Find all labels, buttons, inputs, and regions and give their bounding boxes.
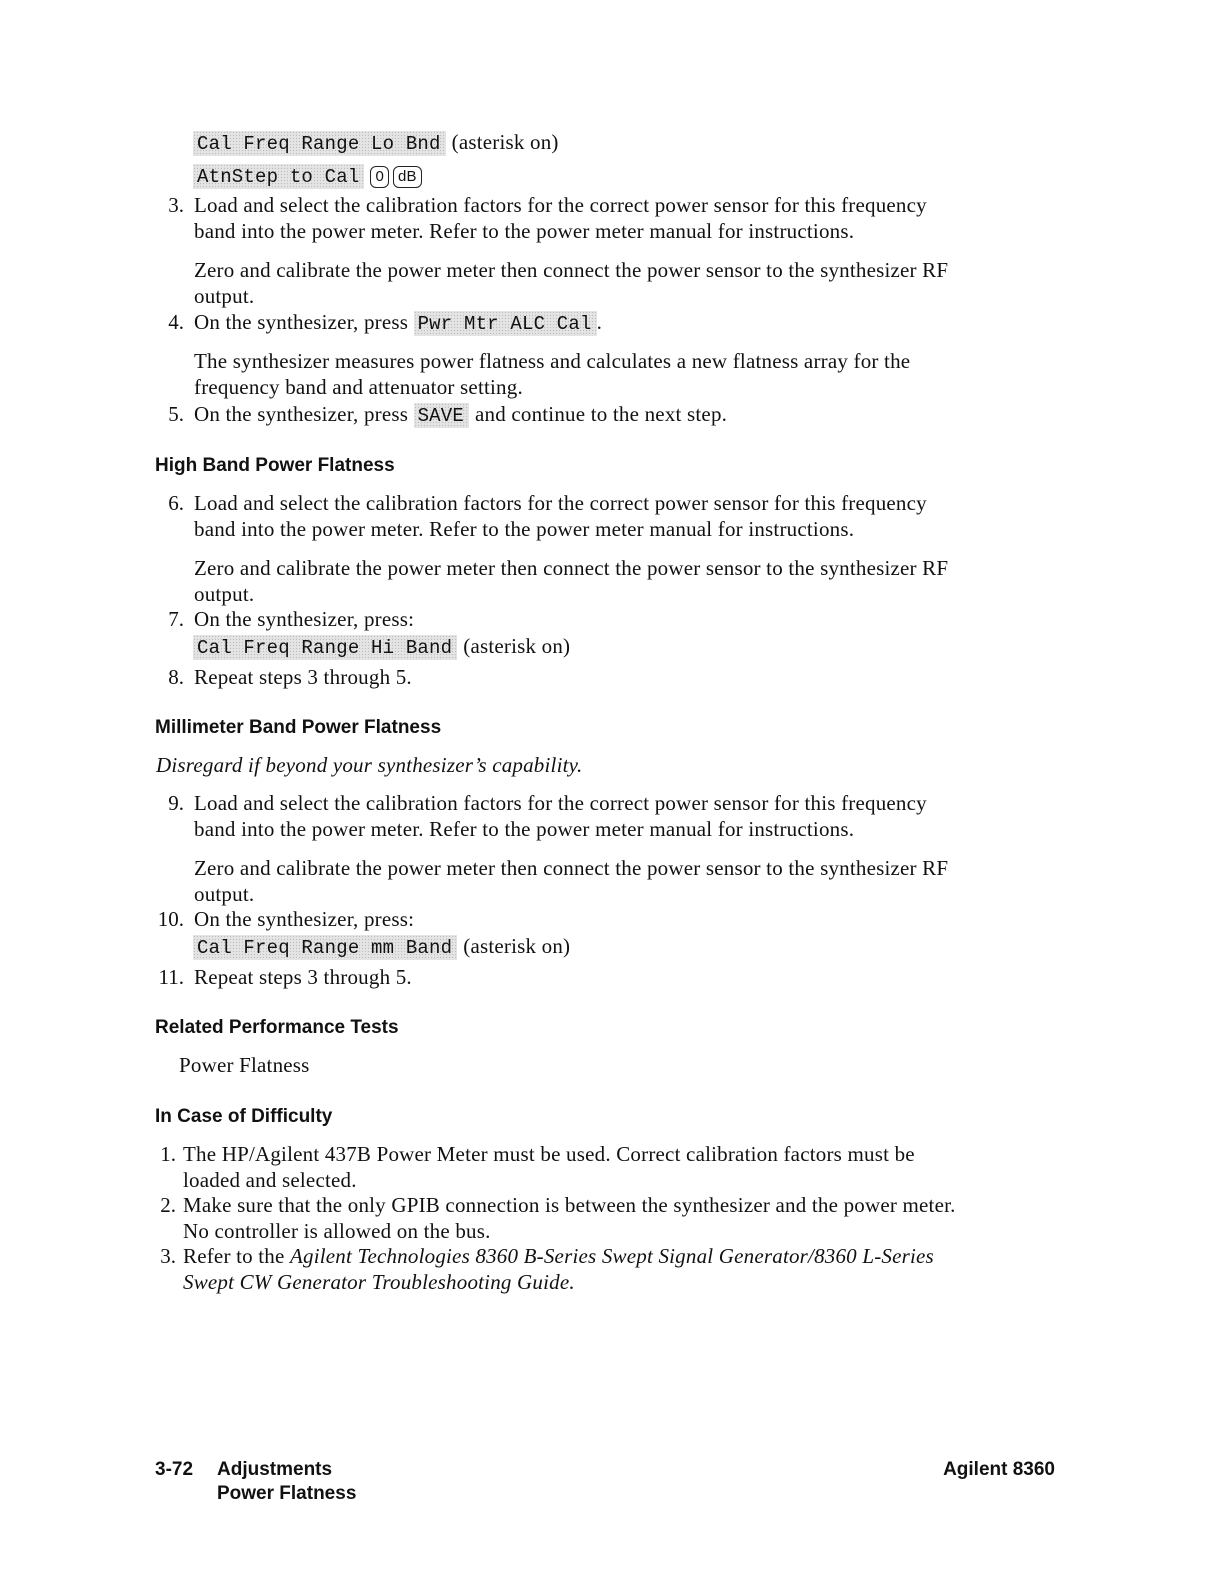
step-number: 8. [168,665,184,689]
step-text: output. [194,882,255,906]
softkey-save[interactable]: SAVE [414,403,469,428]
step-text-post: and continue to the next step. [474,402,728,426]
softkey-cal-freq-range-lo-bnd[interactable]: Cal Freq Range Lo Bnd [193,131,446,156]
footer-chapter: Adjustments [217,1459,333,1480]
step-text: output. [194,284,255,308]
hardkey-0[interactable]: 0 [370,166,389,188]
heading-high-band: High Band Power Flatness [155,455,395,476]
asterisk-note: (asterisk on) [463,634,571,658]
step-text: On the synthesizer, press: [194,607,415,631]
difficulty-text: Make sure that the only GPIB connection is between the synthesizer and the power meter. [183,1193,956,1217]
step-number: 4. [168,310,184,334]
step-text: Zero and calibrate the power meter then connect the power sensor to the synthesizer RF [194,556,949,580]
step-text: Load and select the calibration factors for the correct power sensor for this frequency [194,193,927,217]
step-text: frequency band and attenuator setting. [194,375,523,399]
softkey-cal-freq-range-hi-band[interactable]: Cal Freq Range Hi Band [193,635,457,660]
guide-title: Swept CW Generator Troubleshooting Guide. [183,1270,575,1294]
step-text: The synthesizer measures power flatness and calculates a new flatness array for the [194,349,911,373]
mm-band-line [193,933,570,960]
difficulty-text [183,1243,934,1269]
step-text: Zero and calibrate the power meter then connect the power sensor to the synthesizer RF [194,856,949,880]
step-number: 2. [160,1193,176,1217]
step-number: 10. [157,907,184,931]
difficulty-text-pre: Refer to the [183,1244,285,1268]
step-text [194,401,727,428]
step-number: 11. [158,965,184,989]
step-text: Zero and calibrate the power meter then connect the power sensor to the synthesizer RF [194,258,949,282]
step-text: Repeat steps 3 through 5. [194,665,412,689]
cal-lo-line [193,129,559,156]
heading-related-tests: Related Performance Tests [155,1017,399,1038]
step-number: 3. [168,193,184,217]
step-text: Load and select the calibration factors for the correct power sensor for this frequency [194,491,927,515]
step-number: 1. [160,1142,176,1166]
step-number: 7. [168,607,184,631]
related-test-item: Power Flatness [179,1053,310,1077]
heading-difficulty: In Case of Difficulty [155,1106,333,1127]
softkey-pwr-mtr-alc-cal[interactable]: Pwr Mtr ALC Cal [414,311,597,336]
footer-product: Agilent 8360 [943,1459,1055,1480]
mm-band-note: Disregard if beyond your synthesizer’s capability. [156,753,583,777]
softkey-atnstep-to-cal[interactable]: AtnStep to Cal [193,164,364,189]
step-text: Load and select the calibration factors for the correct power sensor for this frequency [194,791,927,815]
difficulty-text: loaded and selected. [183,1168,357,1192]
asterisk-note: (asterisk on) [451,130,559,154]
step-text: band into the power meter. Refer to the power meter manual for instructions. [194,817,855,841]
heading-mm-band: Millimeter Band Power Flatness [155,717,442,738]
hardkey-db[interactable]: dB [393,166,422,188]
atnstep-line [193,162,426,189]
step-text: band into the power meter. Refer to the power meter manual for instructions. [194,219,855,243]
step-text: output. [194,582,255,606]
period: . [596,310,603,334]
step-text: band into the power meter. Refer to the power meter manual for instructions. [194,517,855,541]
step-number: 9. [168,791,184,815]
difficulty-text: No controller is allowed on the bus. [183,1219,491,1243]
footer-page-number: 3-72 [155,1459,194,1480]
step-text-pre: On the synthesizer, press [194,310,409,334]
step-text-pre: On the synthesizer, press [194,402,409,426]
step-number: 6. [168,491,184,515]
hi-band-line [193,633,570,660]
asterisk-note: (asterisk on) [463,934,571,958]
softkey-cal-freq-range-mm-band[interactable]: Cal Freq Range mm Band [193,935,457,960]
footer-section: Power Flatness [217,1483,357,1504]
step-text: On the synthesizer, press: [194,907,415,931]
step-text: Repeat steps 3 through 5. [194,965,412,989]
step-number: 3. [160,1244,176,1268]
guide-title: Agilent Technologies 8360 B-Series Swept Signal Generator/8360 L-Series [289,1244,934,1268]
difficulty-text: The HP/Agilent 437B Power Meter must be used. Correct calibration factors must be [183,1142,915,1166]
step-text [194,309,602,336]
step-number: 5. [168,402,184,426]
